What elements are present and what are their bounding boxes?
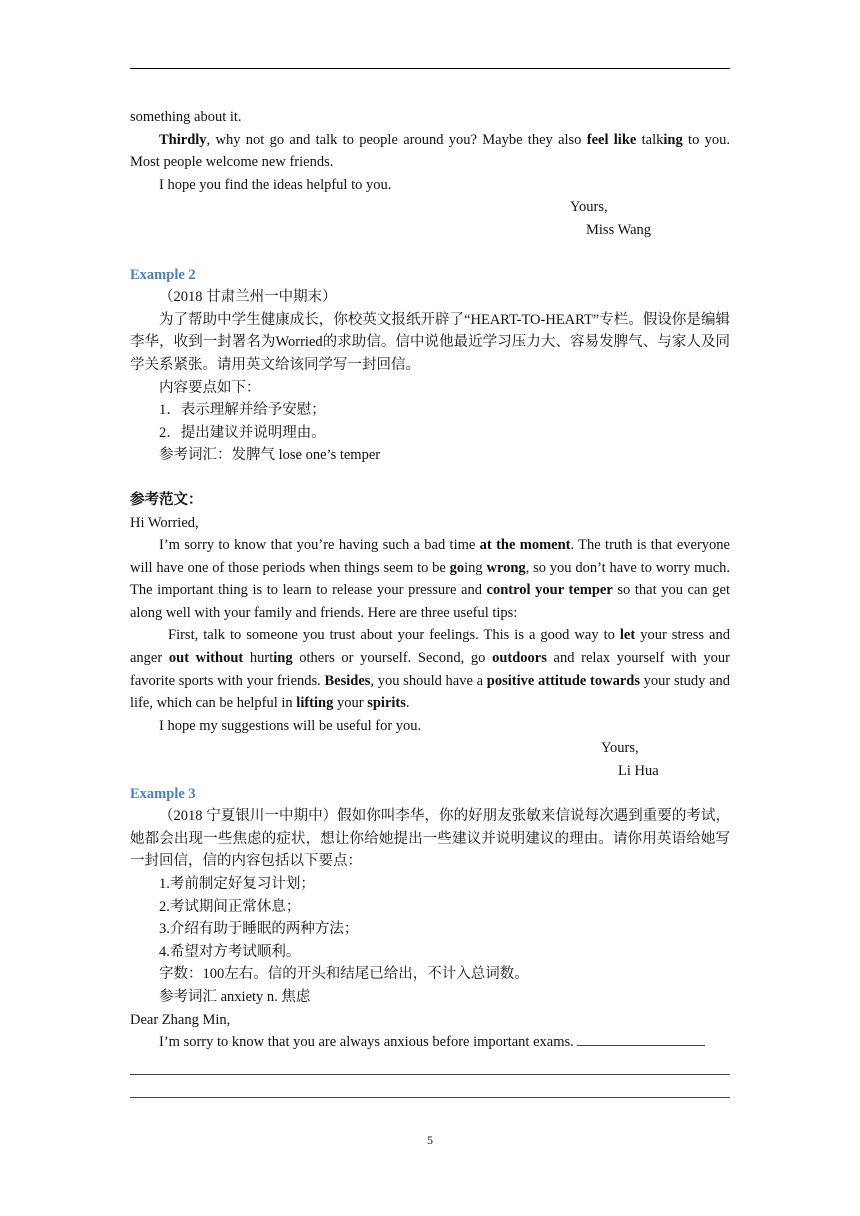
- letter-paragraph: First, talk to someone you trust about your feelings. This is a good way to let your stress and anger out without hurting others or yourself. Second, go outdoors and relax yourself with your favorite sports with your friends. Besides, you should have a positive attitude towards your study and life, which can be helpful in lifting your spirits.: [130, 627, 731, 712]
- point-item: 2.考试期间正常休息；: [159, 898, 301, 915]
- letter-closing: Yours,: [601, 740, 639, 757]
- letter-paragraph: I’m sorry to know that you’re having such a bad time at the moment. The truth is that everyone will have one of those periods when things seem to be going wrong, so you don’t have to worry much. The important thing is to learn to release your pressure and control your temper so that you can get along well with your family and friends. Here are three useful tips:: [130, 537, 731, 621]
- letter-greeting: Hi Worried,: [130, 514, 199, 531]
- hope-line: I hope my suggestions will be useful for you.: [159, 717, 422, 734]
- vocab-line: 参考词汇 anxiety n. 焦虑: [159, 988, 311, 1005]
- point-item: 1．表示理解并给予安慰；: [159, 402, 326, 419]
- thirdly-paragraph: Thirdly, why not go and talk to people around you? Maybe they also feel like talking to you. Most people welcome new friends.: [130, 131, 730, 171]
- example-heading: Example 2: [130, 266, 196, 283]
- answer-blank[interactable]: [577, 1031, 705, 1046]
- header-rule: [130, 68, 730, 69]
- letter-signature: Miss Wang: [586, 221, 652, 238]
- answer-line[interactable]: [130, 1077, 730, 1098]
- point-item: 2．提出建议并说明理由。: [159, 424, 326, 441]
- sample-label: 参考范文：: [130, 491, 203, 508]
- document-page: [130, 106, 730, 1100]
- example-prompt: （2018 宁夏银川一中期中）假如你叫李华，你的好朋友张敏来信说每次遇到重要的考试，她都会出现一些焦虑的症状，想让你给她提出一些建议并说明建议的理由。请你用英语给她写一封回信，信的内容包括以下要点：: [130, 808, 730, 870]
- letter-signature: Li Hua: [618, 763, 659, 780]
- answer-line[interactable]: [130, 1054, 730, 1075]
- example-heading: Example 3: [130, 785, 196, 802]
- example-prompt: 为了帮助中学生健康成长，你校英文报纸开辟了“HEART-TO-HEART”专栏。假设你是编辑李华，收到一封署名为Worried的求助信。信中说他最近学习压力大、容易发脾气、与家人及同学关系紧张。请用英文给该同学写一封回信。: [130, 311, 730, 373]
- hope-line: I hope you find the ideas helpful to you.: [159, 176, 392, 193]
- letter-closing: Yours,: [570, 199, 608, 216]
- point-item: 1.考前制定好复习计划；: [159, 876, 315, 892]
- letter-greeting: Dear Zhang Min,: [130, 1011, 231, 1028]
- point-item: 3.介绍有助于睡眠的两种方法；: [159, 921, 359, 938]
- word-count-line: 字数：100左右。信的开头和结尾已给出，不计入总词数。: [159, 966, 529, 983]
- example-source: （2018 甘肃兰州一中期末）: [159, 289, 337, 306]
- point-item: 4.希望对方考试顺利。: [159, 943, 301, 960]
- letter-first-line: I’m sorry to know that you are always anxious before important exams.: [130, 1031, 730, 1054]
- continued-text: something about it.: [130, 109, 242, 125]
- vocab-line: 参考词汇：发脾气 lose one’s temper: [159, 447, 381, 464]
- page-number: 5: [427, 1133, 433, 1147]
- points-label: 内容要点如下：: [159, 379, 261, 396]
